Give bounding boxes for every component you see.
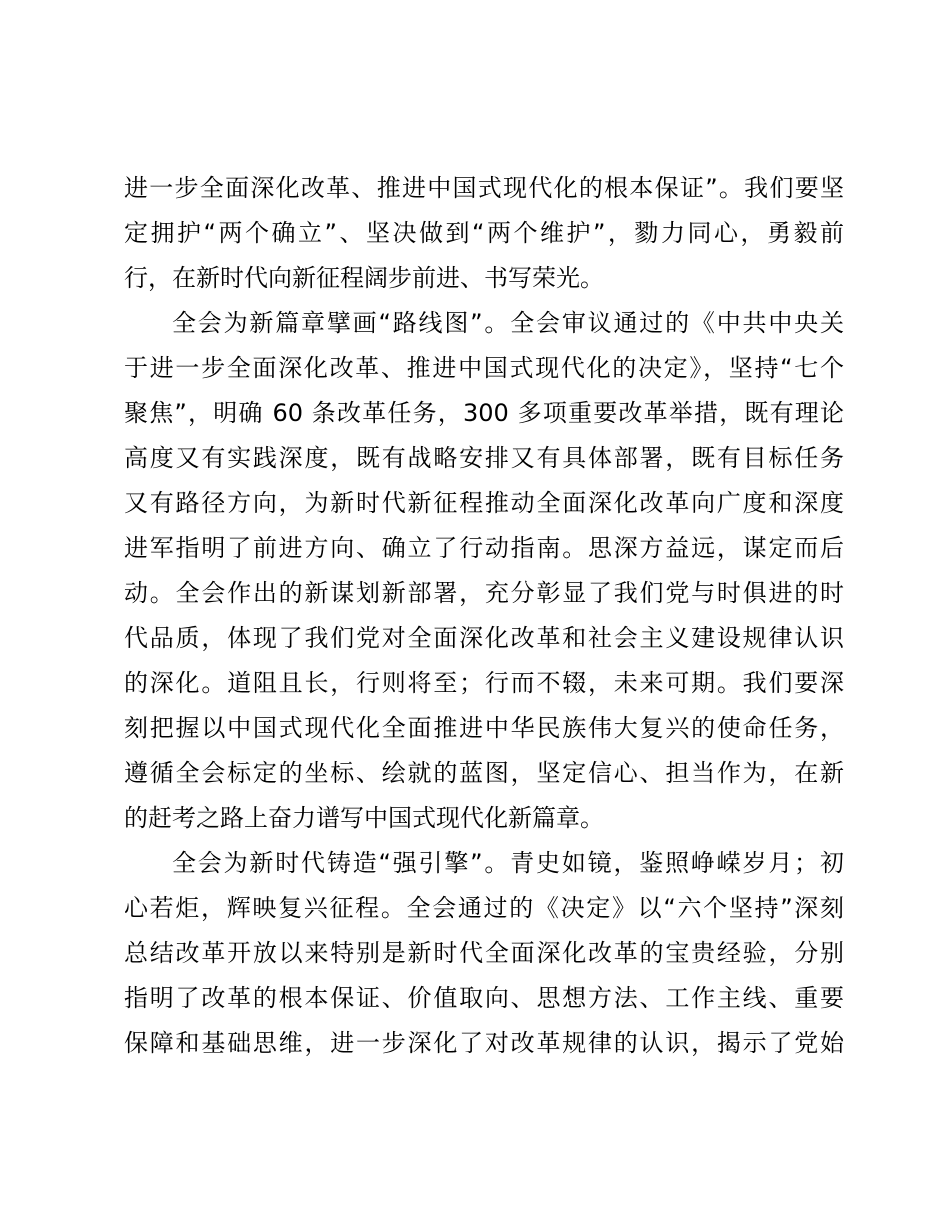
text-line: 的深化。道阻且长，行则将至；行而不辍，未来可期。我们要深: [124, 669, 844, 697]
text-line: 刻把握以中国式现代化全面推进中华民族伟大复兴的使命任务，: [124, 714, 844, 742]
paragraph-end-line: 行，在新时代向新征程阔步前进、书写荣光。: [124, 264, 604, 292]
text-line: 定拥护“两个确立”、坚决做到“两个维护”，勠力同心，勇毅前: [124, 219, 844, 247]
text-line: 进军指明了前进方向、确立了行动指南。思深方益远，谋定而后: [124, 534, 844, 562]
text-line: 心若炬，辉映复兴征程。全会通过的《决定》以“六个坚持”深刻: [124, 894, 844, 922]
text-line: 又有路径方向，为新时代新征程推动全面深化改革向广度和深度: [124, 489, 844, 517]
paragraph-start-line: 全会为新篇章擘画“路线图”。全会审议通过的《中共中央关: [172, 309, 844, 337]
text-line: 于进一步全面深化改革、推进中国式现代化的决定》，坚持“七个: [124, 354, 844, 382]
paragraph-end-line: 的赶考之路上奋力谱写中国式现代化新篇章。: [124, 804, 604, 832]
text-line: 进一步全面深化改革、推进中国式现代化的根本保证”。我们要坚: [124, 174, 844, 202]
paragraph-start-line: 全会为新时代铸造“强引擎”。青史如镜，鉴照峥嵘岁月；初: [172, 849, 844, 877]
text-line: 保障和基础思维，进一步深化了对改革规律的认识，揭示了党始: [124, 1029, 844, 1057]
text-line: 聚焦”，明确 60 条改革任务，300 多项重要改革举措，既有理论: [124, 399, 844, 427]
text-line: 高度又有实践深度，既有战略安排又有具体部署，既有目标任务: [124, 444, 844, 472]
document-body: [124, 166, 844, 1066]
text-line: 遵循全会标定的坐标、绘就的蓝图，坚定信心、担当作为，在新: [124, 759, 844, 787]
text-line: 代品质，体现了我们党对全面深化改革和社会主义建设规律认识: [124, 624, 844, 652]
text-line: 动。全会作出的新谋划新部署，充分彰显了我们党与时俱进的时: [124, 579, 844, 607]
text-line: 指明了改革的根本保证、价值取向、思想方法、工作主线、重要: [124, 984, 844, 1012]
text-line: 总结改革开放以来特别是新时代全面深化改革的宝贵经验，分别: [124, 939, 844, 967]
